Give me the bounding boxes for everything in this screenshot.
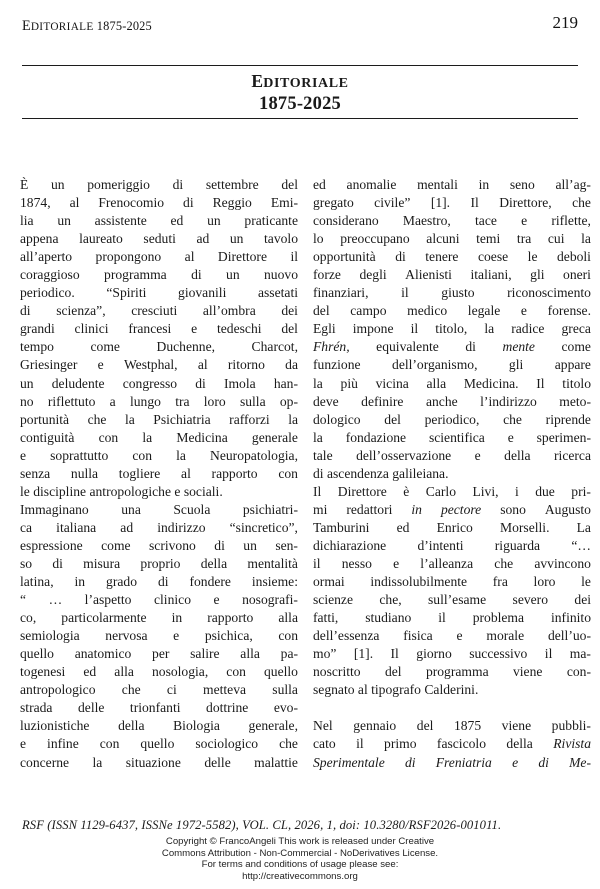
text-line: tale dell’osservazione e della ricerca [313, 447, 591, 463]
footer-citation: RSF (ISSN 1129-6437, ISSNe 1972-5582), VOL. CL, 2026, 1, doi: 10.3280/RSF2026-001011. [22, 818, 502, 832]
text-line: di ascendenza galileiana. [313, 465, 449, 481]
text-line: Griesinger e Westphal, al ritorno da [20, 357, 298, 373]
text-line: Sperimentale di Freniatria e di Me- [313, 754, 591, 770]
text-line: Nel gennaio del 1875 viene pubbli- [313, 718, 591, 734]
page-title-rest: DITORIALE [263, 76, 349, 91]
text-line: fatti, studiano il problema infinito [313, 610, 591, 626]
text-line: “ … l’aspetto clinico e nosografi- [20, 592, 298, 608]
text-line: appena laureato seduti ad un tavolo [20, 231, 298, 247]
text-line: antropologico che ci metteva sulla [20, 682, 298, 698]
running-head [22, 13, 578, 40]
text-line: È un pomeriggio di settembre del [20, 177, 298, 192]
text-line: dichiarazione d’intenti riguarda “… [313, 537, 591, 553]
text-line: del campo medico legale e forense. [313, 303, 591, 319]
text-line: noscritto del programma viene con- [313, 664, 591, 680]
text-line: di scienza”, cresciuti all’ombra dei [20, 303, 298, 319]
text-line: cato il primo fascicolo della Rivista [313, 736, 591, 752]
text-line: coraggioso programma di un nuovo [20, 267, 298, 283]
text-line: funzione dell’organismo, gli appare [313, 357, 591, 373]
text-line: tempo come Duchenne, Charcot, [20, 339, 298, 355]
text-line: forze degli Alienisti italiani, gli oneri [313, 267, 591, 283]
text-line: togenesi ed alla nosologia, con quello [20, 664, 298, 680]
text-line: Fhrén, equivalente di mente come [313, 339, 591, 355]
body-column-left [20, 176, 298, 772]
text-line: finanziari, il giusto riconoscimento [313, 285, 591, 301]
text-line: quello anatomico per salire alla pa- [20, 646, 298, 662]
title-rule-bottom [22, 118, 578, 119]
footer-copyright-line: Copyright © FrancoAngeli This work is released under Creative [165, 836, 435, 847]
text-line: grandi clinici francesi e tedeschi del [20, 321, 298, 337]
text-line: ed anomalie mentali in seno all’ag- [313, 177, 591, 192]
text-line: Tamburini ed Enrico Morselli. La [313, 519, 591, 535]
text-line: opportunità di tenere coese le deboli [313, 249, 591, 265]
footer-copyright [0, 836, 600, 882]
text-line: Il Direttore è Carlo Livi, i due pri- [313, 483, 591, 499]
text-line: Egli impone il titolo, la radice greca [313, 321, 591, 337]
text-line: la fondazione scientifica e sperimen- [313, 429, 591, 445]
running-head-years: 1875-2025 [93, 19, 152, 33]
text-line: periodico. “Spiriti giovanili assetati [20, 285, 298, 301]
text-line: contiguità con la Medicina generale [20, 429, 298, 445]
text-line: lo preoccupano alcuni temi tra cui la [313, 231, 591, 247]
text-line: co, particolarmente in rapporto alla [20, 610, 298, 626]
text-line: 1874, al Frenocomio di Reggio Emi- [20, 195, 298, 211]
text-line: mo” [1]. Il giorno successivo il ma- [313, 646, 591, 662]
text-line: ormai indissolubilmente fra loro le [313, 574, 591, 590]
text-line: segnato al tipografo Calderini. [313, 682, 479, 698]
text-line: un deludente congresso di Imola han- [20, 375, 298, 391]
text-line: scienze che, sull’esame severo dei [313, 592, 591, 608]
page-title-initial: E [251, 71, 264, 91]
text-line: latina, in grado di fondere insieme: [20, 574, 298, 590]
title-rule-top [22, 65, 578, 66]
text-line: so di misura proprio della mentalità [20, 555, 298, 571]
text-line: e soprattutto con la Neuropatologia, [20, 447, 298, 463]
text-line: considerano Maestro, tace e riflette, [313, 213, 591, 229]
running-head-label-initial: E [22, 18, 31, 34]
text-line: e infine con quello sociologico che [20, 736, 298, 752]
text-line: espressione come scrivono di un sen- [20, 537, 298, 553]
page-subtitle: 1875-2025 [259, 94, 341, 114]
text-line: deve definire anche l’indirizzo meto- [313, 393, 591, 409]
running-head-label-rest: DITORIALE [30, 21, 94, 33]
text-line: no riflettuto a lungo tra loro sulla op- [20, 393, 298, 409]
footer-copyright-line: For terms and conditions of usage please see: [201, 859, 399, 871]
text-line: dologico del periodico, che riprende [313, 411, 591, 427]
text-line: la più vicina alla Medicina. Il titolo [313, 375, 591, 391]
footer-copyright-line: http://creativecommons.org [242, 870, 358, 882]
paragraph-gap [313, 699, 591, 717]
running-head-label [22, 18, 152, 35]
text-line: mi redattori in pectore sono Augusto [313, 501, 591, 517]
page-title [22, 72, 578, 93]
text-line: concerne la situazione delle malattie [20, 754, 298, 770]
text-line: semiologia nervosa e psichica, con [20, 628, 298, 644]
text-line: il nesso e l’alleanza che avvincono [313, 555, 591, 571]
text-line: le discipline antropologiche e sociali. [20, 483, 223, 499]
text-line: lia un assistente ed un praticante [20, 213, 298, 229]
text-line: senza nulla togliere al rapporto con [20, 465, 298, 481]
footer-copyright-line: Commons Attribution - Non-Commercial - NoDerivatives License. [161, 847, 439, 859]
text-line: ca italiana ad indirizzo “sincretico”, [20, 519, 298, 535]
text-line: portunità che la Psichiatria rafforzi la [20, 411, 298, 427]
text-line: all’aperto propongono al Direttore il [20, 249, 298, 265]
page-number: 219 [552, 13, 578, 32]
text-line: strada delle trionfanti dottrine evo- [20, 700, 298, 716]
text-line: gregato civile” [1]. Il Direttore, che [313, 195, 591, 211]
body-column-right [313, 176, 591, 772]
text-line: Immaginano una Scuola psichiatri- [20, 501, 298, 517]
article-title-block [22, 72, 578, 115]
text-line: dell’essenza fisica e morale dell’uo- [313, 628, 591, 644]
text-line: luzionistiche della Biologia generale, [20, 718, 298, 734]
